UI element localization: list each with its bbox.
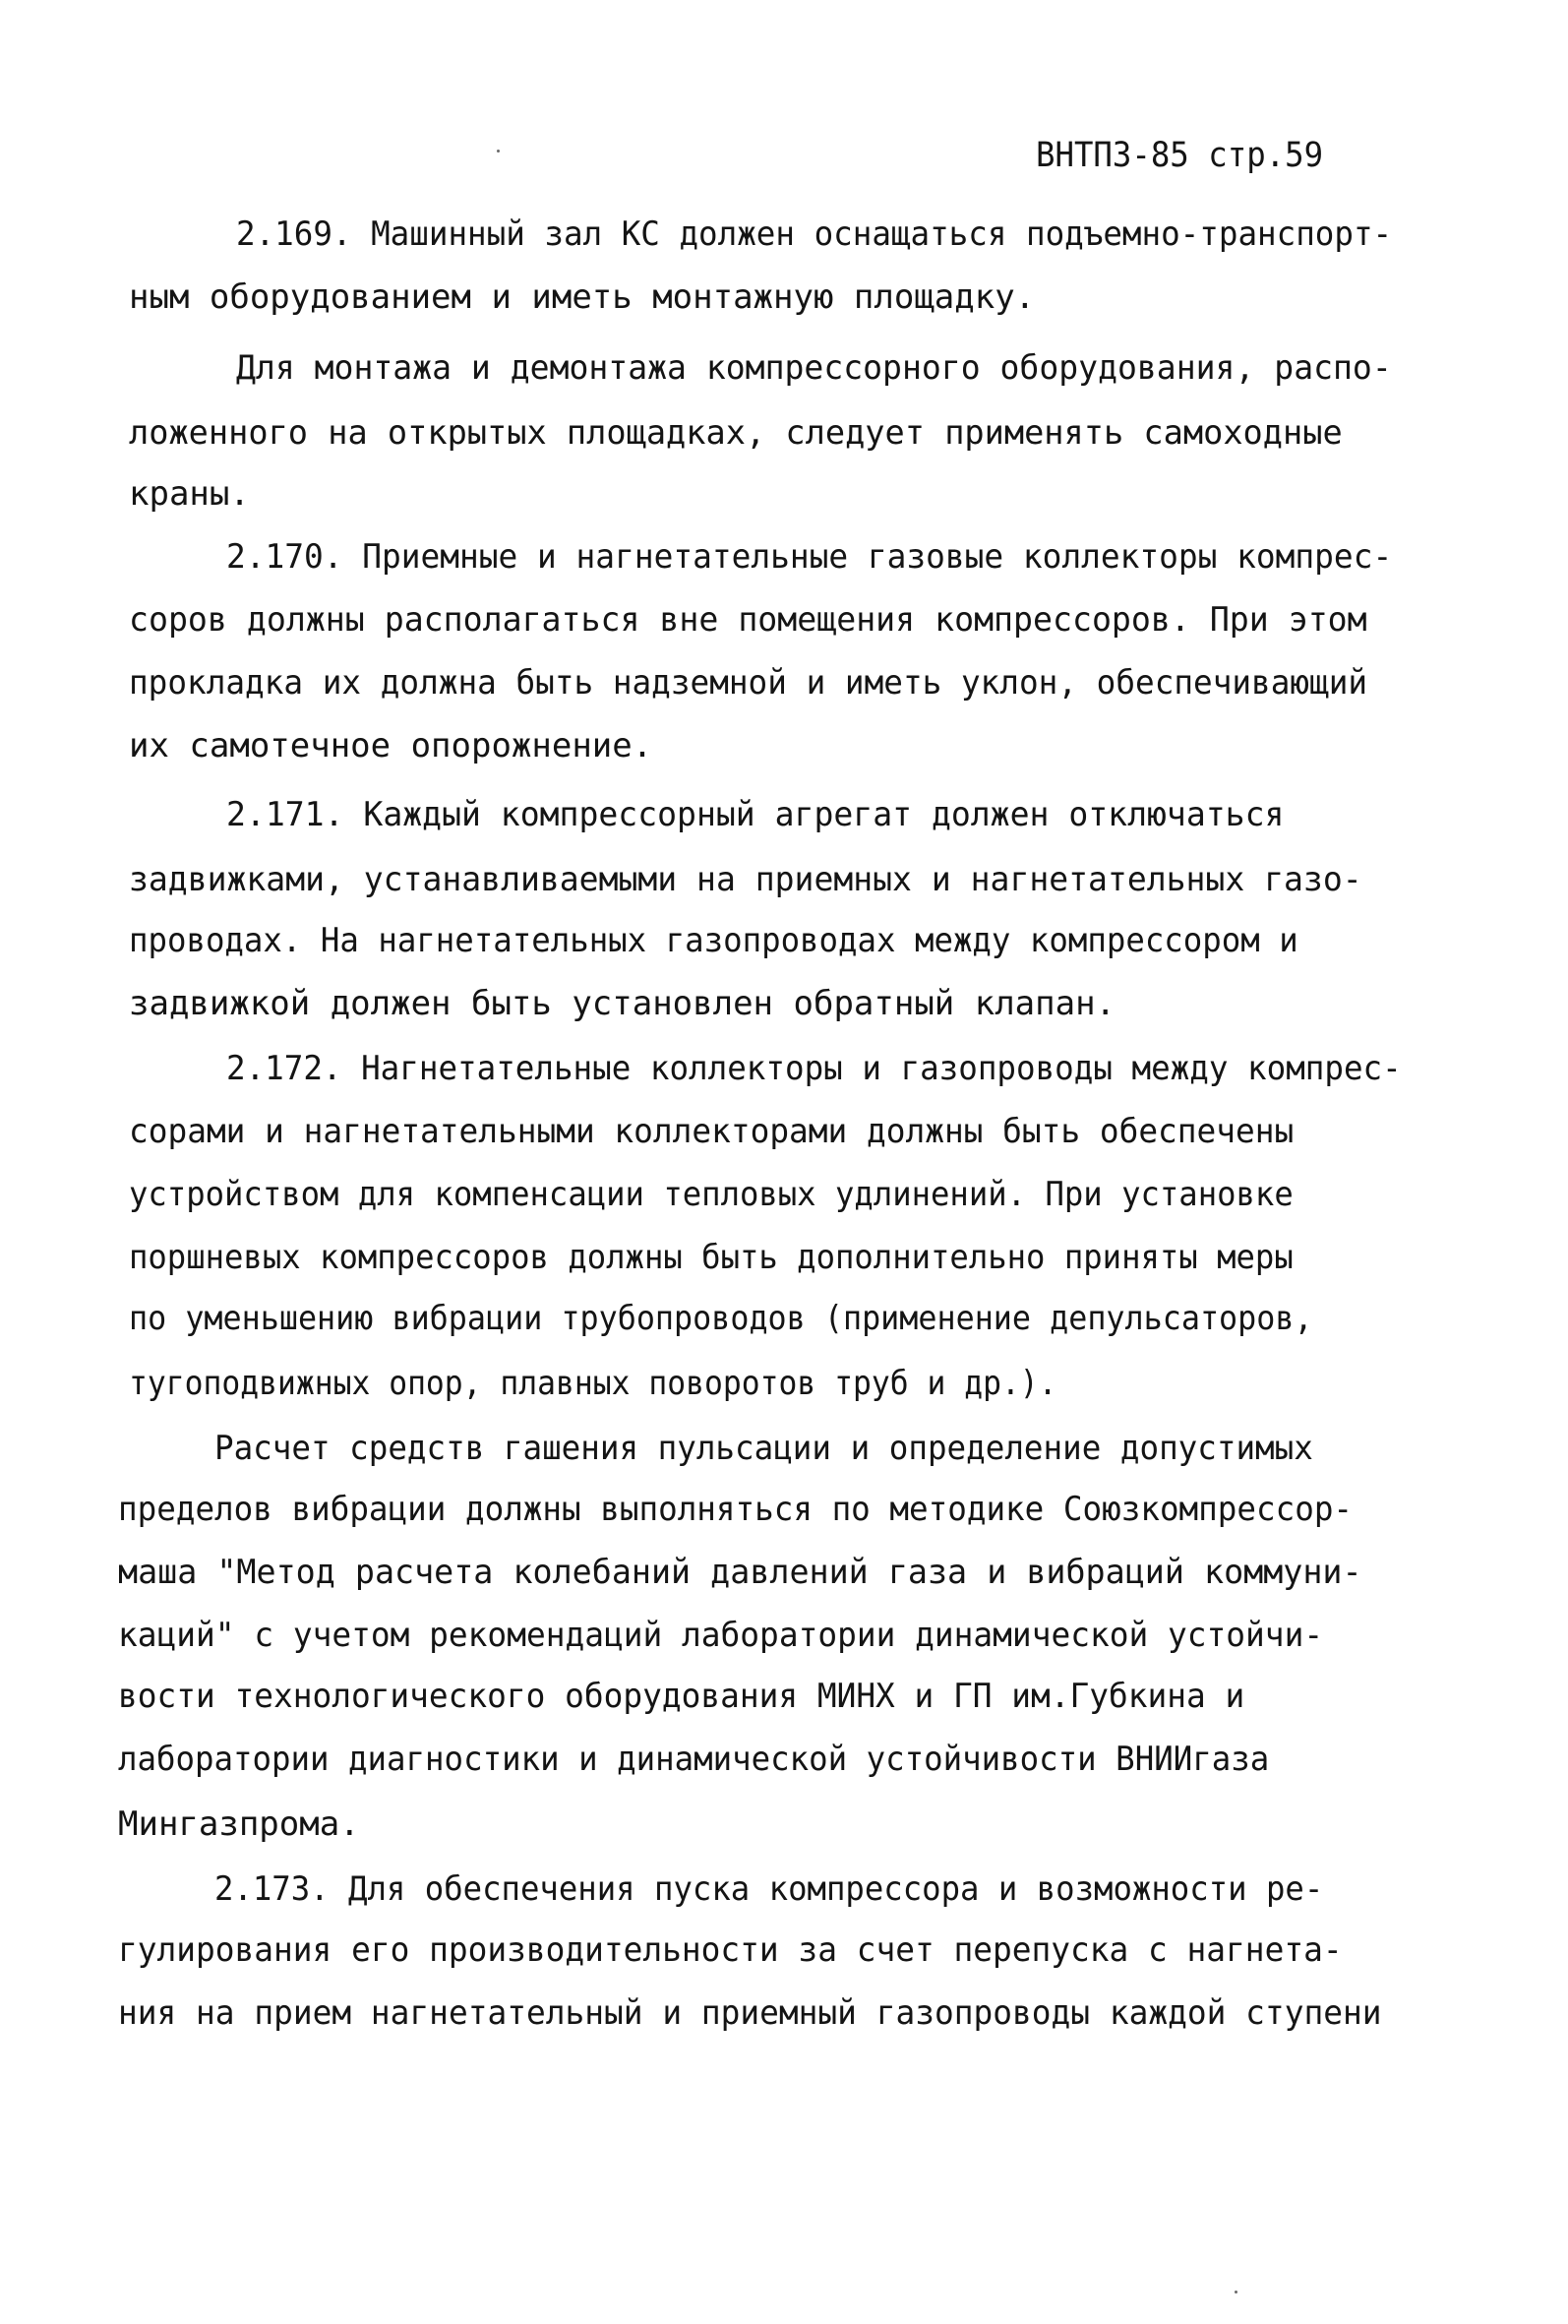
text-line: задвижкой должен быть установлен обратный клапан. (129, 984, 1116, 1023)
text-line: краны. (129, 474, 250, 514)
scan-speck (1235, 2291, 1237, 2293)
text-line: 2.171. Каждый компрессорный агрегат должен отключаться (226, 795, 1285, 834)
text-line: Мингазпрома. (118, 1804, 360, 1844)
text-line: 2.170. Приемные и нагнетательные газовые коллекторы компрес- (226, 537, 1393, 577)
text-line: тугоподвижных опор, плавных поворотов труб и др.). (129, 1364, 1057, 1403)
text-line: Для монтажа и демонтажа компрессорного оборудования, распо- (236, 348, 1392, 388)
text-line: каций" с учетом рекомендаций лаборатории динамической устойчи- (118, 1616, 1324, 1655)
text-line: 2.169. Машинный зал КС должен оснащаться подъемно-транспорт- (236, 214, 1393, 254)
text-line: 2.173. Для обеспечения пуска компрессора и возможности ре- (214, 1869, 1324, 1909)
text-line: ным оборудованием и иметь монтажную площадку. (129, 277, 1036, 317)
text-line: ложенного на открытых площадках, следует применять самоходные (129, 413, 1343, 453)
text-line: проводах. На нагнетательных газопроводах между компрессором и (129, 921, 1298, 960)
text-line: поршневых компрессоров должны быть дополнительно приняты меры (129, 1238, 1294, 1277)
scan-speck (497, 150, 500, 153)
text-line: прокладка их должна быть надземной и иметь уклон, обеспечивающий (129, 663, 1368, 703)
text-line: 2.172. Нагнетательные коллекторы и газопроводы между компрес- (226, 1049, 1402, 1088)
text-line: маша "Метод расчета колебаний давлений газа и вибраций коммуни- (118, 1553, 1362, 1592)
text-line: ния на прием нагнетательный и приемный газопроводы каждой ступени (118, 1993, 1382, 2033)
text-line: Расчет средств гашения пульсации и определение допустимых (214, 1429, 1313, 1468)
text-line: устройством для компенсации тепловых удлинений. При установке (129, 1175, 1294, 1214)
text-line: по уменьшению вибрации трубопроводов (применение депульсаторов, (129, 1299, 1313, 1338)
text-line: сорами и нагнетательными коллекторами должны быть обеспечены (129, 1112, 1295, 1151)
text-line: гулирования его производительности за счет перепуска с нагнета- (118, 1930, 1343, 1970)
text-line: соров должны располагаться вне помещения компрессоров. При этом (129, 600, 1367, 640)
text-line: лаборатории диагностики и динамической устойчивости ВНИИгаза (118, 1740, 1270, 1779)
page-header: ВНТПЗ-85 стр.59 (1036, 136, 1324, 175)
text-line: их самотечное опорожнение. (129, 726, 653, 765)
text-line: задвижками, устанавливаемыми на приемных и нагнетательных газо- (129, 860, 1362, 899)
text-line: пределов вибрации должны выполняться по методике Союзкомпрессор- (118, 1490, 1354, 1529)
text-line: вости технологического оборудования МИНХ и ГП им.Губкина и (118, 1677, 1245, 1716)
